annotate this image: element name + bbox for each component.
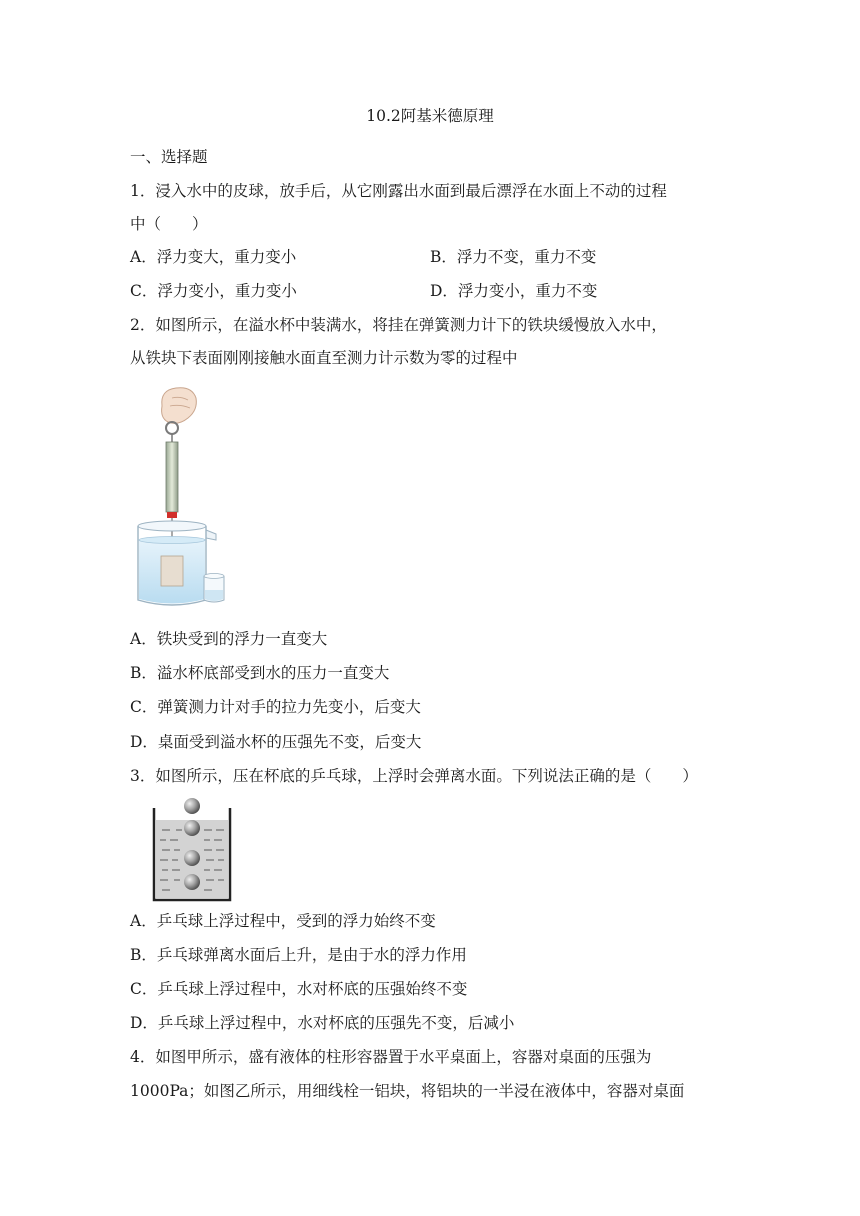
pingpong-ball-icon xyxy=(184,820,200,836)
question-3-text: 3．如图所示，压在杯底的乒乓球，上浮时会弹离水面。下列说法正确的是（ ） xyxy=(130,767,698,785)
question-2-text: 2．如图所示，在溢水杯中装满水，将挂在弹簧测力计下的铁块缓慢放入水中， xyxy=(130,316,667,334)
question-3-option-a[interactable]: A．乒乓球上浮过程中，受到的浮力始终不变 xyxy=(130,912,436,930)
spring-scale-icon xyxy=(166,442,178,512)
question-1-text-cont: 中（ ） xyxy=(130,215,208,233)
question-3-option-b[interactable]: B．乒乓球弹离水面后上升，是由于水的浮力作用 xyxy=(130,946,467,964)
question-3-option-d[interactable]: D．乒乓球上浮过程中，水对杯底的压强先不变，后减小 xyxy=(130,1014,515,1032)
question-2-text-cont: 从铁块下表面刚刚接触水面直至测力计示数为零的过程中 xyxy=(130,349,518,367)
meter-ring-icon xyxy=(166,422,178,434)
overflow-cup-figure xyxy=(132,384,252,614)
pingpong-beaker-figure xyxy=(148,794,238,904)
question-2-option-b[interactable]: B．溢水杯底部受到水的压力一直变大 xyxy=(130,664,390,682)
question-1-option-a[interactable]: A．浮力变大，重力变小 xyxy=(130,248,297,266)
question-1-option-b[interactable]: B．浮力不变，重力不变 xyxy=(430,248,597,266)
question-1-option-c[interactable]: C．浮力变小，重力变小 xyxy=(130,282,297,300)
pingpong-ball-icon xyxy=(184,798,200,814)
question-3-option-c[interactable]: C．乒乓球上浮过程中，水对杯底的压强始终不变 xyxy=(130,980,468,998)
question-2-option-d[interactable]: D．桌面受到溢水杯的压强先不变，后变大 xyxy=(130,733,422,751)
pingpong-ball-icon xyxy=(184,874,200,890)
question-1-option-d[interactable]: D．浮力变小，重力不变 xyxy=(430,282,598,300)
question-2-option-c[interactable]: C．弹簧测力计对手的拉力先变小，后变大 xyxy=(130,698,421,716)
question-1-text: 1．浸入水中的皮球，放手后，从它刚露出水面到最后漂浮在水面上不动的过程 xyxy=(130,182,667,200)
section-heading: 一、选择题 xyxy=(130,148,208,166)
page-title: 10.2阿基米德原理 xyxy=(366,107,494,125)
question-4-text: 4．如图甲所示，盛有液体的柱形容器置于水平桌面上，容器对桌面的压强为 xyxy=(130,1048,652,1066)
question-4-text-cont: 1000Pa；如图乙所示，用细线栓一铝块，将铝块的一半浸在液体中，容器对桌面 xyxy=(130,1082,685,1100)
pingpong-ball-icon xyxy=(184,850,200,866)
iron-block-icon xyxy=(161,556,183,586)
question-2-option-a[interactable]: A．铁块受到的浮力一直变大 xyxy=(130,630,328,648)
